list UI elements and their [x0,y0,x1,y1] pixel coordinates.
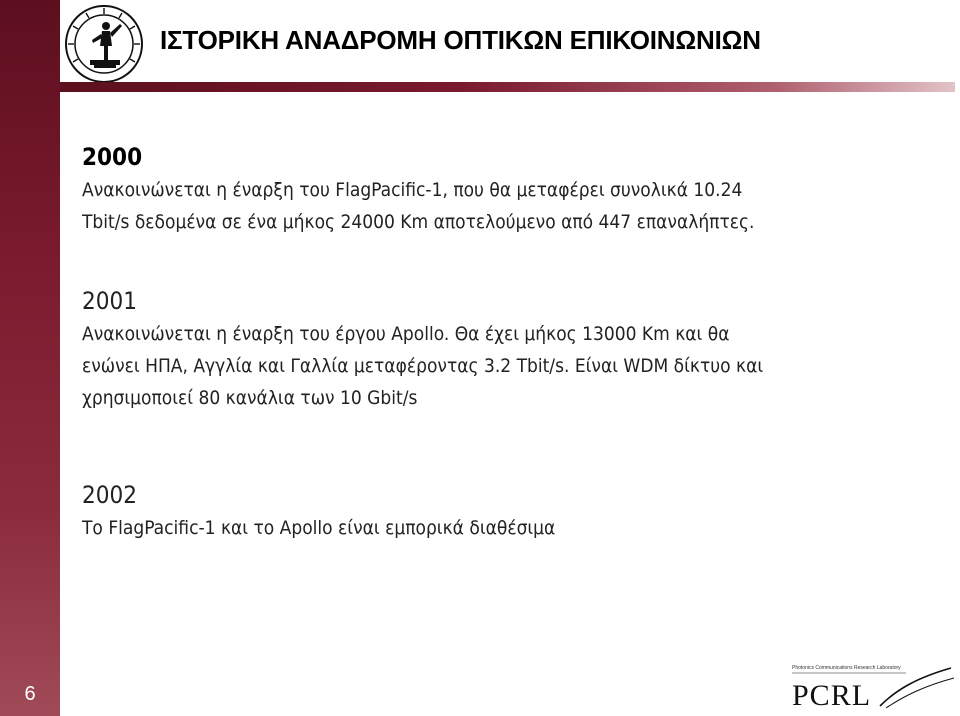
entry-text-line: Tbit/s δεδομένα σε ένα μήκος 24000 Km αποτελούμενο από 447 επαναλήπτες. [82,211,755,233]
pcrl-logo [786,660,956,712]
slide-title: ΙΣΤΟΡΙΚΗ ΑΝΑΔΡΟΜΗ ΟΠΤΙΚΩΝ ΕΠΙΚΟΙΝΩΝΙΩΝ [160,25,761,55]
entry-text-line: χρησιμοποιεί 80 κανάλια των 10 Gbit/s [82,387,418,409]
timeline-entry-2002 [82,478,942,544]
entry-text-line: ενώνει ΗΠΑ, Αγγλία και Γαλλία μεταφέροντας 3.2 Tbit/s. Είναι WDM δίκτυο και [82,355,764,377]
entry-year: 2000 [82,143,143,171]
entry-text-line: Ανακοινώνεται η έναρξη του FlagPacific-1, που θα μεταφέρει συνολικά 10.24 [82,179,743,201]
sidebar-band [0,0,60,716]
entry-year: 2001 [82,287,137,315]
slide-number: 6 [24,683,36,705]
pcrl-caption: Photonics Communications Research Laboratory [792,665,901,671]
title-underline-bar [60,82,955,92]
slide-content [82,140,942,544]
entry-text-line: Το FlagPacific-1 και το Apollo είναι εμπορικά διαθέσιμα [82,517,556,539]
pcrl-wordmark: PCRL [792,679,872,712]
timeline-entry-2001 [82,284,942,414]
entry-year: 2002 [82,481,137,509]
university-seal-logo [64,4,144,84]
entry-text-line: Ανακοινώνεται η έναρξη του έργου Apollo. Θα έχει μήκος 13000 Km και θα [82,323,730,345]
timeline-entry-2000 [82,140,942,238]
